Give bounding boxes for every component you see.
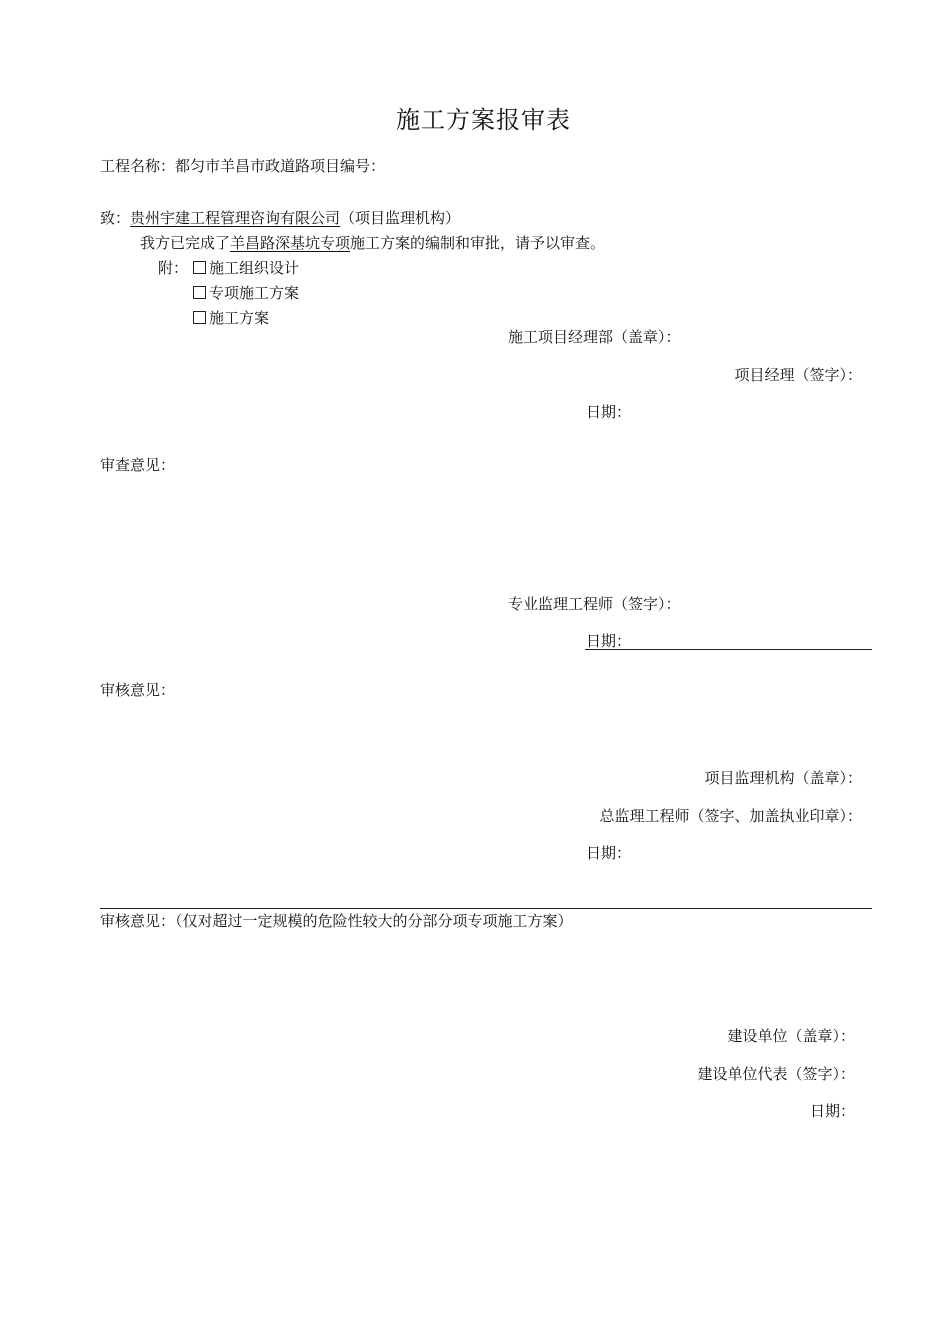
page-title: 施工方案报审表 <box>396 106 571 134</box>
review-date-underline <box>585 649 872 650</box>
review-opinion-label: 审查意见： <box>100 456 176 474</box>
statement-part1: 我方已完成了 <box>140 234 231 252</box>
owner-representative-signature: 建设单位代表（签字）： <box>697 1065 855 1083</box>
statement-item: 羊昌路深基坑专项 <box>230 234 351 252</box>
project-name-line: 工程名称：都匀市羊昌市政道路项目编号： <box>100 157 386 175</box>
section-divider <box>100 908 872 909</box>
statement-part2: 施工方案的编制和审批，请予以审查。 <box>350 234 606 252</box>
addressee-suffix: （项目监理机构） <box>340 209 461 227</box>
attachment-label: 专项施工方案 <box>209 284 300 302</box>
review-date: 日期： <box>586 632 632 650</box>
checkbox-icon[interactable] <box>193 261 206 274</box>
owner-unit-seal: 建设单位（盖章）： <box>727 1027 855 1045</box>
audit-opinion-label: 审核意见： <box>100 681 176 699</box>
owner-opinion-label: 审核意见：（仅对超过一定规模的危险性较大的分部分项专项施工方案） <box>100 912 573 930</box>
attachment-label: 施工方案 <box>209 309 270 327</box>
attachment-item <box>193 259 299 277</box>
owner-date: 日期： <box>809 1102 855 1120</box>
checkbox-icon[interactable] <box>193 286 206 299</box>
attachment-item <box>193 284 299 302</box>
supervising-engineer-signature: 专业监理工程师（签字）： <box>508 595 681 613</box>
project-manager-signature: 项目经理（签字）： <box>734 366 862 384</box>
contractor-dept-seal: 施工项目经理部（盖章）： <box>508 328 681 346</box>
chief-engineer-signature: 总监理工程师（签字、加盖执业印章）： <box>599 807 862 825</box>
addressee-line <box>100 209 460 227</box>
addressee-org: 贵州宇建工程管理咨询有限公司 <box>130 209 341 227</box>
audit-date: 日期： <box>586 844 632 862</box>
attachments-label: 附： <box>158 259 189 277</box>
supervision-org-seal: 项目监理机构（盖章）： <box>704 769 862 787</box>
statement-line <box>140 234 605 252</box>
attachment-label: 施工组织设计 <box>209 259 300 277</box>
attachment-item <box>193 309 269 327</box>
addressee-prefix: 致： <box>100 209 131 227</box>
checkbox-icon[interactable] <box>193 311 206 324</box>
contractor-date: 日期： <box>586 403 632 421</box>
